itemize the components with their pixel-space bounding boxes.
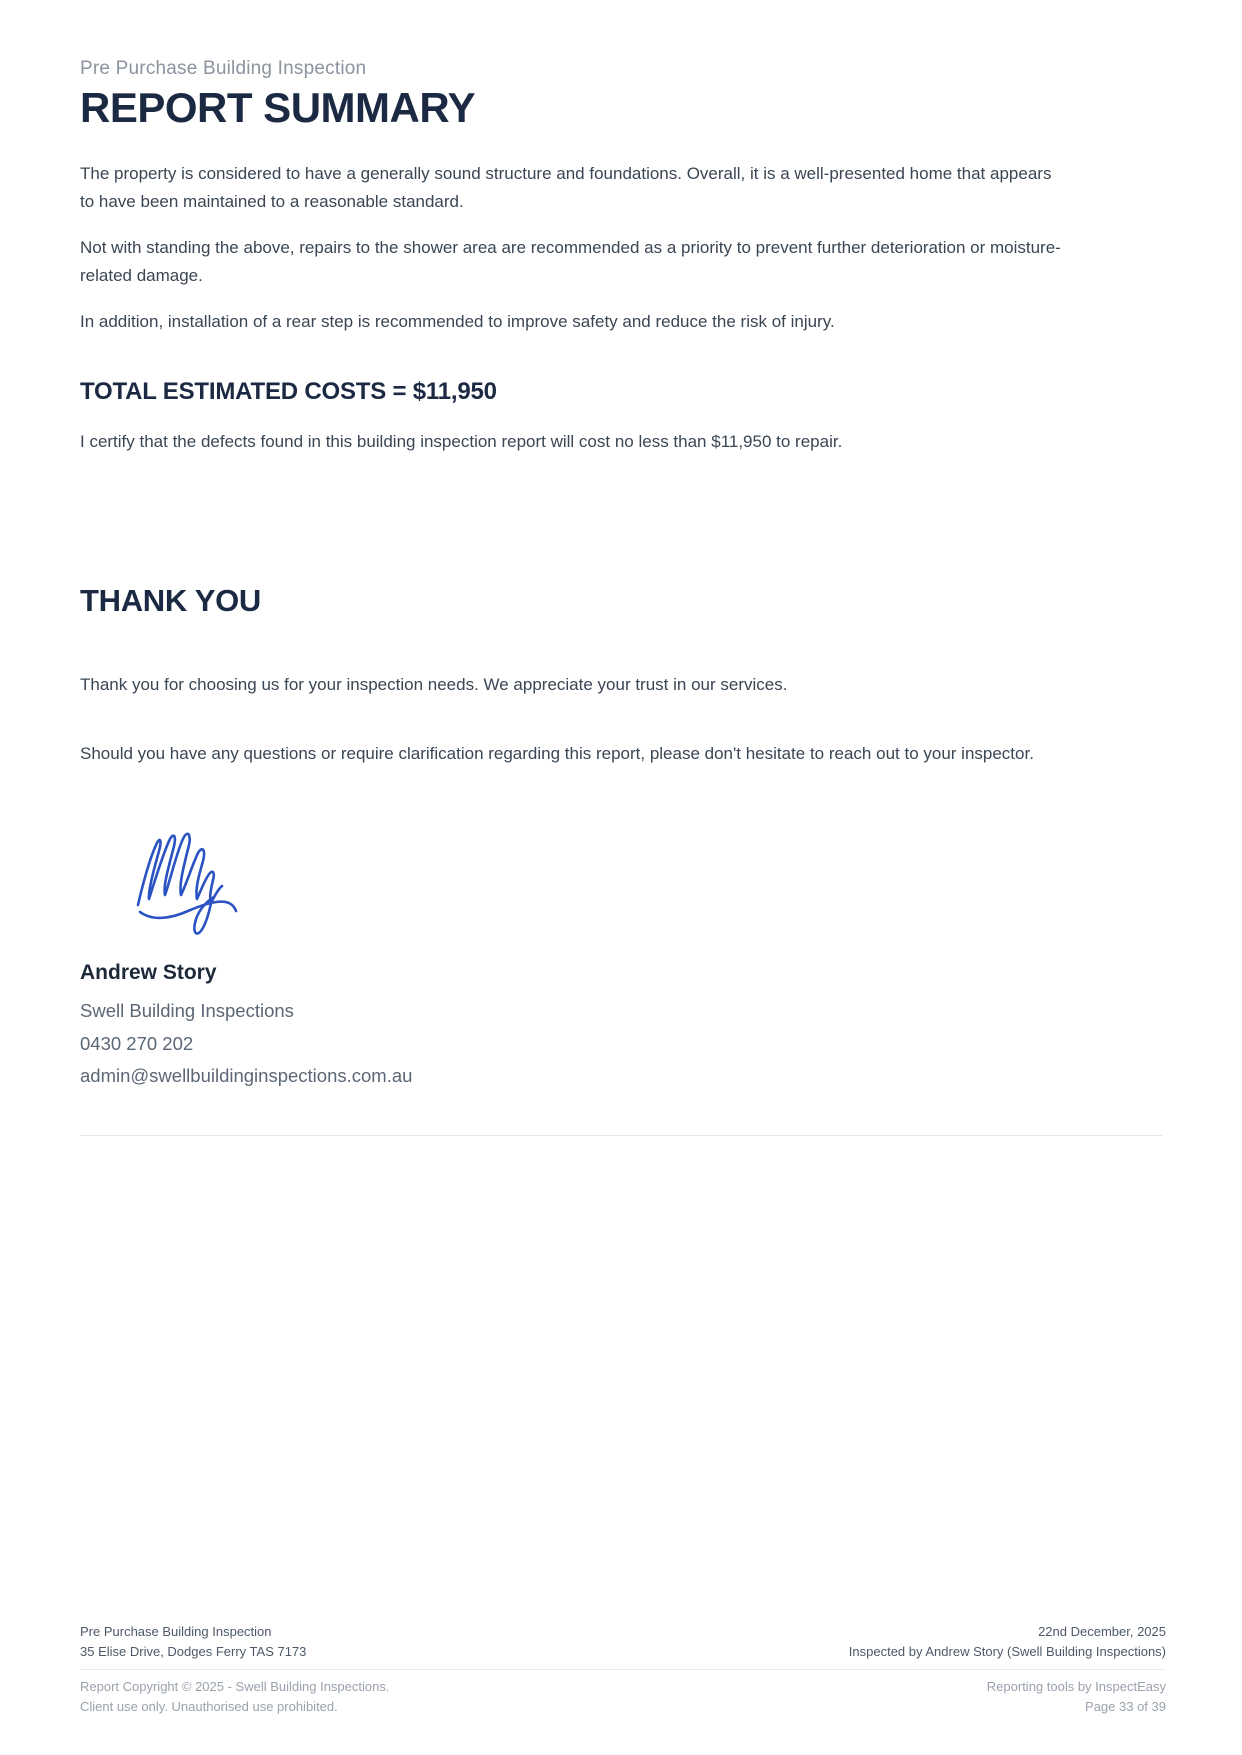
summary-paragraph: Not with standing the above, repairs to the shower area are recommended as a priority to prevent further deterioration or moisture-related damage. — [80, 238, 1061, 285]
certify-statement: I certify that the defects found in this building inspection report will cost no less than $11,950 to repair. — [80, 431, 843, 451]
thank-you-paragraph: Should you have any questions or require clarification regarding this report, please don't hesitate to reach out to your inspector. — [80, 743, 1034, 763]
page-title: REPORT SUMMARY — [80, 84, 476, 131]
thank-you-paragraphs — [80, 671, 1162, 767]
inspector-contact-block — [80, 995, 1162, 1093]
total-costs-heading: TOTAL ESTIMATED COSTS = $11,950 — [80, 377, 497, 405]
footer-inspection-date: 22nd December, 2025 — [1038, 1624, 1166, 1639]
footer-report-info — [80, 1622, 306, 1662]
footer-inspected-by: Inspected by Andrew Story (Swell Building Inspections) — [848, 1644, 1166, 1660]
section-divider — [80, 1135, 1162, 1136]
footer-tools-credit: Reporting tools by InspectEasy — [986, 1679, 1166, 1695]
inspector-company: Swell Building Inspections — [80, 1000, 294, 1022]
footer-usage-notice: Client use only. Unauthorised use prohibited. — [80, 1699, 338, 1715]
footer-inspection-info — [849, 1622, 1166, 1662]
footer-report-type: Pre Purchase Building Inspection — [80, 1624, 272, 1639]
summary-paragraph: The property is considered to have a generally sound structure and foundations. Overall, it is a well-presented home that appears to have been maintained to a reasonable standard. — [80, 164, 1052, 211]
thank-you-heading: THANK YOU — [80, 583, 262, 619]
inspector-email: admin@swellbuildinginspections.com.au — [80, 1065, 413, 1087]
footer-property-address: 35 Elise Drive, Dodges Ferry TAS 7173 — [80, 1644, 307, 1660]
summary-paragraphs — [80, 160, 1162, 336]
summary-paragraph: In addition, installation of a rear step is recommended to improve safety and reduce the risk of injury. — [80, 312, 835, 332]
footer-page-number: Page 33 of 39 — [1085, 1699, 1166, 1715]
footer-legal — [80, 1677, 389, 1717]
page-footer — [80, 1622, 1166, 1718]
inspector-phone: 0430 270 202 — [80, 1032, 194, 1054]
footer-divider — [80, 1669, 1166, 1670]
footer-copyright: Report Copyright © 2025 - Swell Building Inspections. — [80, 1679, 390, 1695]
inspector-name: Andrew Story — [80, 961, 217, 985]
inspector-signature-image — [132, 829, 242, 937]
footer-meta — [987, 1677, 1166, 1717]
thank-you-paragraph: Thank you for choosing us for your inspection needs. We appreciate your trust in our services. — [80, 675, 788, 695]
report-eyebrow: Pre Purchase Building Inspection — [80, 58, 367, 79]
